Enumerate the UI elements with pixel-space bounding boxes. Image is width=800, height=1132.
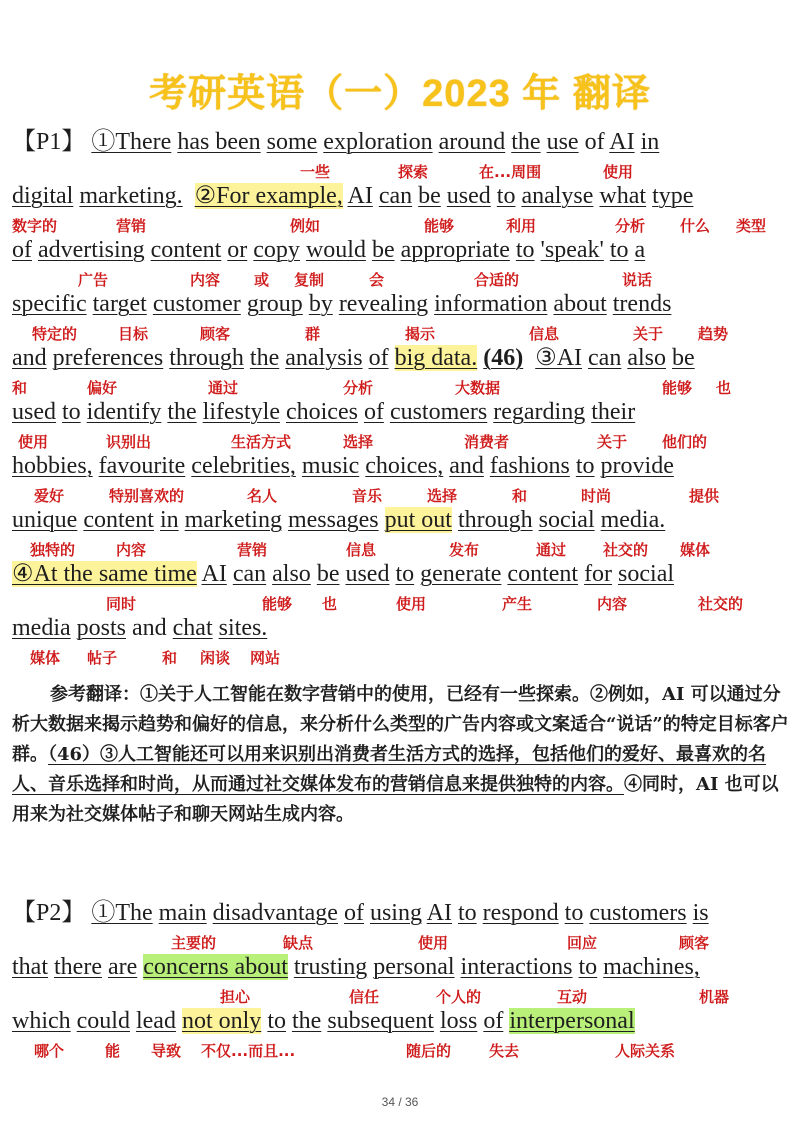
word: are <box>107 954 138 980</box>
word: ①The <box>91 900 153 926</box>
highlighted-phrase: concerns about <box>143 954 288 980</box>
word: can <box>232 561 267 587</box>
gloss: 能 <box>105 1042 121 1060</box>
gloss: 帖子 <box>87 649 118 667</box>
word: sites. <box>218 615 268 641</box>
word: social <box>538 507 595 533</box>
gloss: 大数据 <box>455 379 501 397</box>
gloss: 音乐 <box>352 487 383 505</box>
word: used <box>345 561 390 587</box>
word: exploration <box>323 129 433 155</box>
word: can <box>378 183 413 209</box>
word: there <box>54 954 102 980</box>
word: trends <box>612 291 672 317</box>
gloss: 缺点 <box>283 934 314 952</box>
gloss: 顾客 <box>679 934 710 952</box>
word: be <box>672 345 695 371</box>
word: of <box>12 237 32 263</box>
gloss: 使用 <box>396 595 427 613</box>
gloss: 网站 <box>250 649 281 667</box>
gloss: 广告 <box>78 271 109 289</box>
word: a <box>634 237 646 263</box>
p1-line-10 <box>12 613 267 643</box>
paragraph-marker-p1: 【P1】 <box>12 129 86 155</box>
gloss: 同时 <box>106 595 137 613</box>
gloss: 识别出 <box>106 433 152 451</box>
highlighted-phrase: ②For example, <box>194 183 343 209</box>
gloss: 和 <box>512 487 528 505</box>
gloss: 信息 <box>529 325 560 343</box>
word: social <box>618 561 675 587</box>
word: type <box>652 183 694 209</box>
gloss: 一些 <box>300 163 331 181</box>
paragraph-marker-p2: 【P2】 <box>12 900 86 926</box>
word: to <box>578 954 598 980</box>
word: machines, <box>603 954 700 980</box>
gloss: 提供 <box>689 487 720 505</box>
word: media <box>12 615 71 641</box>
gloss: 关于 <box>597 433 628 451</box>
word: 'speak' <box>540 237 604 263</box>
word: to <box>564 900 584 926</box>
word: to <box>515 237 535 263</box>
word: use <box>546 129 579 155</box>
word: about <box>553 291 607 317</box>
word: used <box>446 183 491 209</box>
word: be <box>418 183 441 209</box>
word: unique <box>12 507 78 533</box>
word: what <box>599 183 647 209</box>
p1-line-5 <box>12 343 695 373</box>
word: analysis <box>285 345 363 371</box>
word: identify <box>86 399 162 425</box>
gloss: 合适的 <box>474 271 520 289</box>
gloss: 也 <box>716 379 732 397</box>
gloss: 内容 <box>597 595 628 613</box>
word: to <box>575 453 595 479</box>
highlighted-phrase: put out <box>384 507 452 533</box>
word: advertising <box>38 237 145 263</box>
word: of <box>483 1008 504 1034</box>
word: loss <box>439 1008 478 1034</box>
word: posts <box>76 615 126 641</box>
word: can <box>588 345 622 371</box>
word: also <box>272 561 311 587</box>
gloss: 社交的 <box>603 541 649 559</box>
word: target <box>92 291 147 317</box>
gloss: 内容 <box>116 541 147 559</box>
reference-label: 参考翻译： <box>50 684 140 705</box>
word: through <box>457 507 533 533</box>
gloss: 类型 <box>736 217 767 235</box>
word: also <box>627 345 667 371</box>
word: favourite <box>98 453 186 479</box>
p2-line-3 <box>12 1006 635 1036</box>
gloss: 人际关系 <box>615 1042 676 1060</box>
word: and <box>12 345 47 371</box>
gloss: 社交的 <box>698 595 744 613</box>
word: celebrities, <box>191 453 296 479</box>
highlighted-phrase: interpersonal <box>509 1008 635 1034</box>
gloss: 揭示 <box>405 325 436 343</box>
word: or <box>227 237 248 263</box>
word: chat <box>172 615 213 641</box>
p1-line-7 <box>12 451 674 481</box>
gloss: 选择 <box>343 433 374 451</box>
gloss: 消费者 <box>464 433 510 451</box>
word: customers <box>389 399 488 425</box>
gloss: 媒体 <box>30 649 61 667</box>
word: that <box>12 954 48 980</box>
word: to <box>267 1008 286 1034</box>
word: regarding <box>493 399 586 425</box>
word: revealing <box>338 291 429 317</box>
gloss: 信任 <box>349 988 380 1006</box>
word: choices <box>285 399 358 425</box>
gloss: 分析 <box>615 217 646 235</box>
word: ①There <box>91 129 172 155</box>
word: copy <box>253 237 300 263</box>
gloss: 个人的 <box>436 988 482 1006</box>
word: respond <box>482 900 559 926</box>
word: the <box>511 129 541 155</box>
p2-line-1 <box>12 898 709 928</box>
word: using <box>369 900 422 926</box>
gloss: 信息 <box>346 541 377 559</box>
gloss: 选择 <box>427 487 458 505</box>
word: to <box>62 399 81 425</box>
gloss: 在...周围 <box>479 163 542 181</box>
word: customer <box>152 291 241 317</box>
word: and <box>132 615 167 641</box>
gloss: 失去 <box>489 1042 520 1060</box>
word: of <box>343 900 364 926</box>
word: AI <box>347 183 373 209</box>
gloss: 内容 <box>190 271 221 289</box>
gloss: 不仅...而且... <box>201 1042 296 1060</box>
word: by <box>308 291 333 317</box>
word: to <box>458 900 477 926</box>
word: the <box>167 399 197 425</box>
p1-line-2 <box>12 181 693 211</box>
word: which <box>12 1008 71 1034</box>
gloss: 趋势 <box>698 325 729 343</box>
reference-part-46: （46）③人工智能还可以用来识别出消费者生活方式的选择，包括他们的爱好、最喜欢的名人、音乐选择和时尚，从而通过社交媒体发布的营销信息来提供独特的内容。 <box>12 744 767 795</box>
gloss: 闲谈 <box>200 649 231 667</box>
word: customers <box>589 900 687 926</box>
page-indicator: 34 / 36 <box>381 1095 419 1109</box>
word: lifestyle <box>202 399 280 425</box>
reference-part-1: ①关于人工智能在数字营销中的使用，已经有一些探索。②例如，AI 可以通过分析大数据来揭示趋势和偏好的信息，来分析什么类型的广告内容或文案适合“说话”的特定目标客户群。 <box>12 684 789 765</box>
gloss: 利用 <box>506 217 537 235</box>
gloss: 产生 <box>502 595 533 613</box>
gloss: 顾客 <box>200 325 231 343</box>
gloss: 目标 <box>118 325 149 343</box>
word: could <box>76 1008 130 1034</box>
gloss: 导致 <box>151 1042 182 1060</box>
highlighted-phrase: big data. <box>394 345 478 371</box>
word: of <box>368 345 389 371</box>
highlighted-phrase: ④At the same time <box>12 561 197 587</box>
gloss: 能够 <box>662 379 693 397</box>
word: around <box>438 129 506 155</box>
p2-line-2 <box>12 952 700 982</box>
gloss: 机器 <box>699 988 730 1006</box>
word: through <box>169 345 244 371</box>
word: AI <box>201 561 227 587</box>
word: trusting <box>293 954 368 980</box>
p1-line-4 <box>12 289 671 319</box>
word: AI <box>426 900 452 926</box>
gloss: 独特的 <box>30 541 76 559</box>
p1-line-3 <box>12 235 645 265</box>
word: be <box>371 237 395 263</box>
word: ③AI <box>535 345 583 371</box>
gloss: 他们的 <box>662 433 708 451</box>
word: fashions <box>489 453 570 479</box>
gloss: 生活方式 <box>231 433 292 451</box>
word: information <box>434 291 548 317</box>
word: disadvantage <box>212 900 338 926</box>
word: would <box>305 237 366 263</box>
word: some <box>266 129 318 155</box>
word: content <box>507 561 579 587</box>
word: personal <box>373 954 455 980</box>
word: messages <box>287 507 379 533</box>
word: AI <box>609 129 635 155</box>
word: analyse <box>521 183 594 209</box>
gloss: 使用 <box>418 934 449 952</box>
word: to <box>395 561 415 587</box>
word: the <box>249 345 280 371</box>
gloss: 特定的 <box>32 325 78 343</box>
gloss: 主要的 <box>171 934 217 952</box>
word: of <box>363 399 384 425</box>
word: media. <box>600 507 666 533</box>
gloss: 偏好 <box>87 379 118 397</box>
gloss: 也 <box>322 595 338 613</box>
p1-line-1 <box>12 127 659 157</box>
word: main <box>158 900 207 926</box>
question-number: (46) <box>483 345 524 371</box>
word: subsequent <box>327 1008 434 1034</box>
gloss: 探索 <box>398 163 429 181</box>
word: appropriate <box>400 237 510 263</box>
word: choices, <box>365 453 444 479</box>
gloss: 通过 <box>536 541 567 559</box>
gloss: 时尚 <box>581 487 612 505</box>
gloss: 名人 <box>247 487 278 505</box>
word: be <box>316 561 340 587</box>
word: has been <box>177 129 261 155</box>
gloss: 特别喜欢的 <box>109 487 185 505</box>
word: specific <box>12 291 87 317</box>
word: in <box>640 129 660 155</box>
gloss: 和 <box>162 649 178 667</box>
word: to <box>609 237 629 263</box>
gloss: 媒体 <box>680 541 711 559</box>
word: provide <box>600 453 674 479</box>
gloss: 例如 <box>290 217 321 235</box>
word: interactions <box>460 954 573 980</box>
word: for <box>584 561 613 587</box>
reference-part-3: ④同时，AI 也可以用来为社交媒体帖子和聊天网站生成内容。 <box>12 774 779 825</box>
gloss: 爱好 <box>34 487 65 505</box>
gloss: 回应 <box>567 934 598 952</box>
word: their <box>591 399 636 425</box>
word: in <box>159 507 179 533</box>
gloss: 说话 <box>622 271 653 289</box>
word: group <box>246 291 303 317</box>
gloss: 群 <box>305 325 321 343</box>
word: of <box>584 129 605 155</box>
highlighted-phrase: not only <box>181 1008 262 1034</box>
reference-translation <box>12 680 792 830</box>
word: music <box>301 453 360 479</box>
gloss: 营销 <box>237 541 268 559</box>
gloss: 什么 <box>680 217 711 235</box>
p1-line-9 <box>12 559 674 589</box>
gloss: 担心 <box>220 988 251 1006</box>
gloss: 随后的 <box>406 1042 452 1060</box>
gloss: 会 <box>369 271 385 289</box>
gloss: 复制 <box>294 271 325 289</box>
word: used <box>12 399 56 425</box>
gloss: 互动 <box>557 988 588 1006</box>
word: is <box>692 900 709 926</box>
word: lead <box>135 1008 176 1034</box>
p1-line-6 <box>12 397 635 427</box>
page-title: 考研英语（一）2023 年 翻译 <box>149 73 651 115</box>
gloss: 营销 <box>116 217 147 235</box>
word: content <box>150 237 222 263</box>
word: marketing <box>184 507 282 533</box>
word: preferences <box>52 345 164 371</box>
word: hobbies, <box>12 453 93 479</box>
word: to <box>496 183 516 209</box>
word: and <box>449 453 484 479</box>
word: the <box>291 1008 322 1034</box>
gloss: 和 <box>12 379 28 397</box>
gloss: 或 <box>254 271 270 289</box>
gloss: 分析 <box>343 379 374 397</box>
gloss: 通过 <box>208 379 239 397</box>
gloss: 关于 <box>633 325 664 343</box>
p1-line-8 <box>12 505 665 535</box>
gloss: 能够 <box>262 595 293 613</box>
word: digital <box>12 183 74 209</box>
gloss: 数字的 <box>12 217 58 235</box>
word: generate <box>420 561 502 587</box>
gloss: 能够 <box>424 217 455 235</box>
word: content <box>83 507 154 533</box>
gloss: 哪个 <box>34 1042 65 1060</box>
gloss: 使用 <box>18 433 49 451</box>
gloss: 使用 <box>603 163 634 181</box>
gloss: 发布 <box>449 541 480 559</box>
word: marketing. <box>79 183 183 209</box>
